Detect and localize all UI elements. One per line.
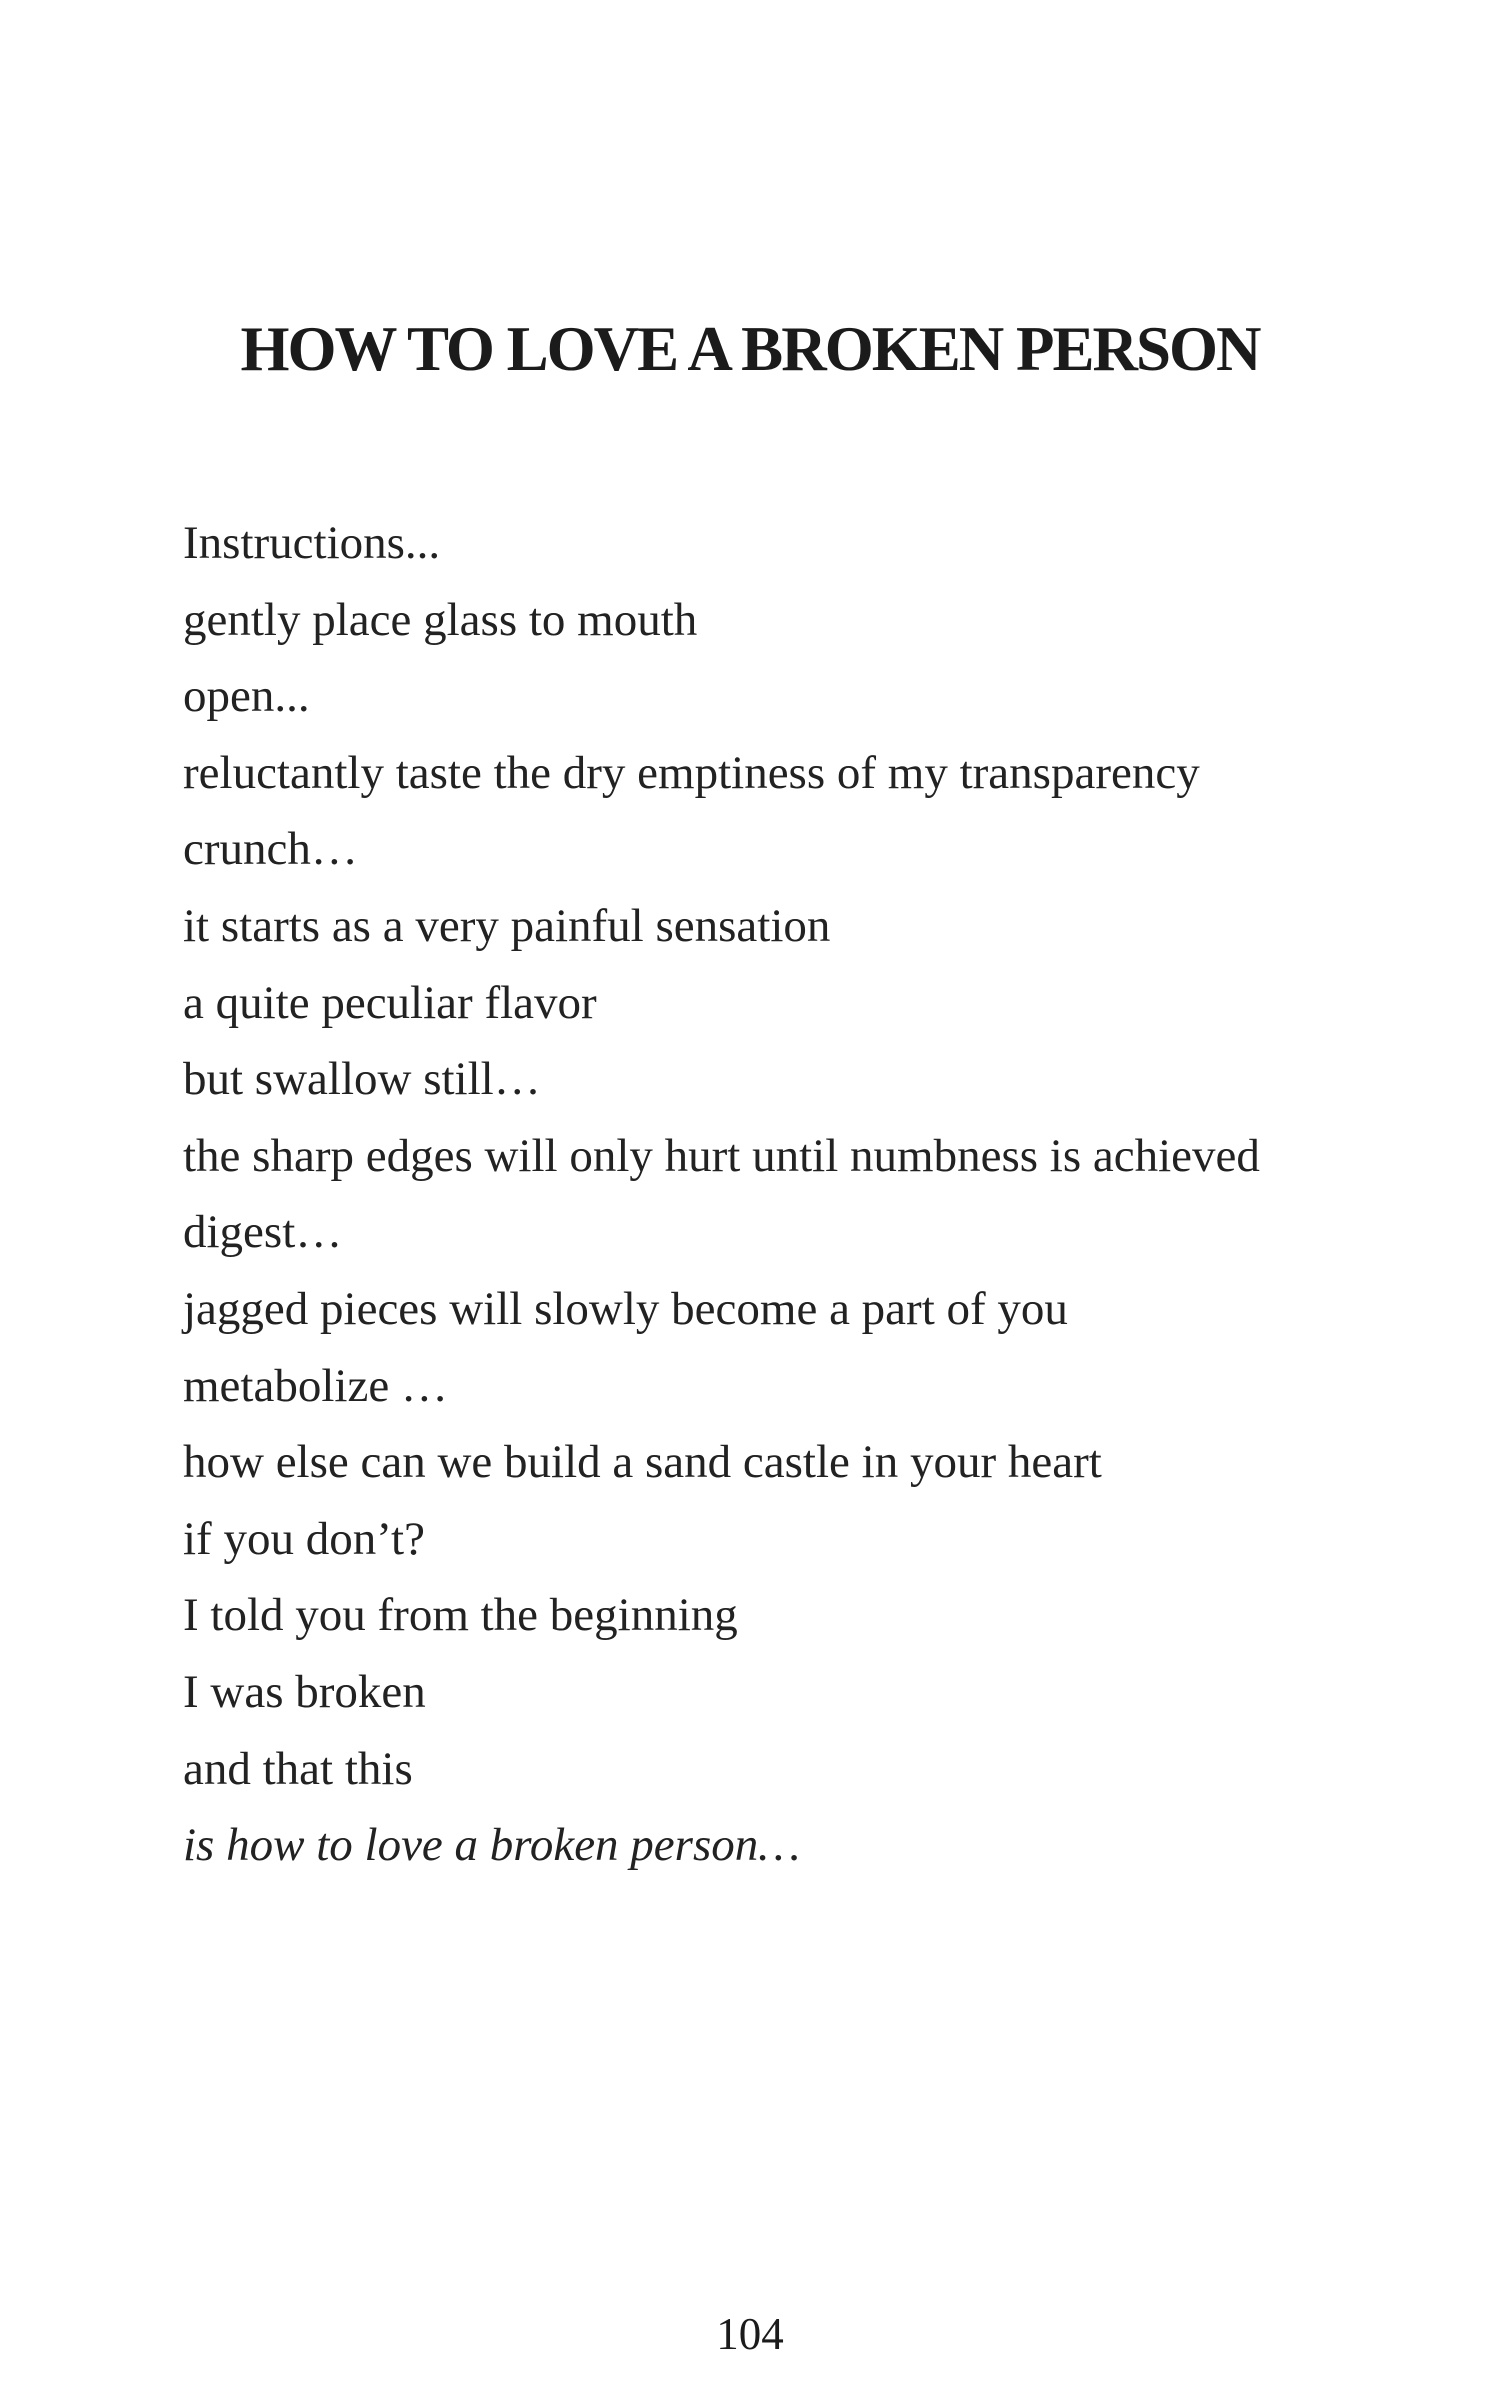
poem-closing-line: is how to love a broken person… (183, 1819, 801, 1872)
poem-line: if you don’t? (183, 1512, 425, 1565)
poem-title: HOW TO LOVE A BROKEN PERSON (240, 314, 1260, 384)
poem-line: and that this (183, 1742, 413, 1795)
poem-body (183, 505, 1383, 1884)
poem-line: I told you from the beginning (183, 1589, 738, 1642)
poem-line: how else can we build a sand castle in your heart (183, 1436, 1102, 1489)
poem-line: a quite peculiar flavor (183, 976, 597, 1029)
poem-line: it starts as a very painful sensation (183, 899, 831, 952)
poem-line: reluctantly taste the dry emptiness of my transparency (183, 746, 1200, 799)
poem-line: Instructions... (183, 517, 441, 569)
poem-line: but swallow still… (183, 1053, 541, 1106)
poem-line: digest… (183, 1206, 343, 1259)
page-number: 104 (716, 2309, 784, 2359)
poem-line: open... (183, 670, 310, 723)
poem-line: crunch… (183, 823, 358, 876)
poem-line: the sharp edges will only hurt until numbness is achieved (183, 1129, 1260, 1182)
poem-line: jagged pieces will slowly become a part of you (183, 1282, 1068, 1335)
poem-line: I was broken (183, 1665, 426, 1718)
poem-line: metabolize … (183, 1359, 448, 1412)
poem-line: gently place glass to mouth (183, 593, 698, 646)
